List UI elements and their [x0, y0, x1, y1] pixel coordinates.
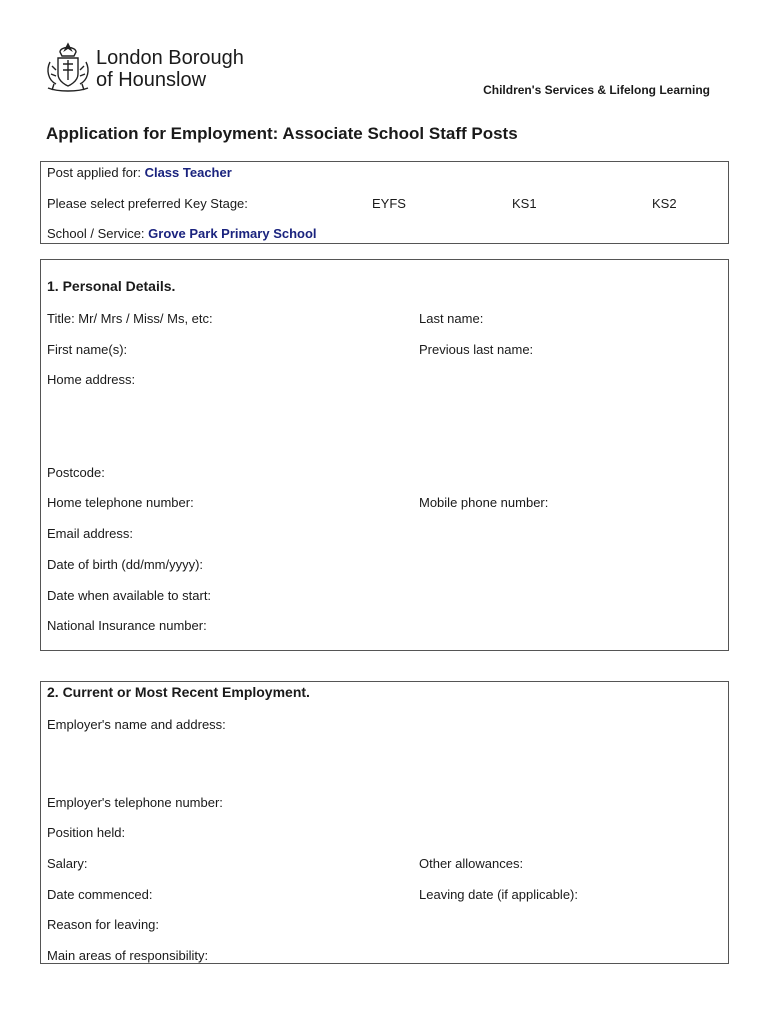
school-label: School / Service: — [47, 226, 145, 241]
employment-heading: 2. Current or Most Recent Employment. — [47, 684, 310, 700]
home-address-field-label[interactable]: Home address: — [47, 372, 136, 387]
logo-text-line1: London Borough — [96, 47, 244, 69]
post-details-box — [40, 161, 729, 244]
employer-phone-field-label[interactable]: Employer's telephone number: — [47, 795, 223, 810]
home-phone-field-label[interactable]: Home telephone number: — [47, 495, 194, 510]
ni-number-field-label[interactable]: National Insurance number: — [47, 618, 207, 633]
mobile-phone-field-label[interactable]: Mobile phone number: — [419, 495, 549, 510]
school-value[interactable]: Grove Park Primary School — [148, 226, 317, 241]
responsibility-field-label[interactable]: Main areas of responsibility: — [47, 948, 209, 963]
post-applied-value[interactable]: Class Teacher — [144, 165, 232, 180]
available-date-field-label[interactable]: Date when available to start: — [47, 588, 212, 603]
position-field-label[interactable]: Position held: — [47, 825, 126, 840]
council-logo — [44, 40, 254, 100]
page-title: Application for Employment: Associate School Staff Posts — [46, 124, 518, 143]
post-applied-label: Post applied for: — [47, 165, 141, 180]
last-name-field-label[interactable]: Last name: — [419, 311, 484, 326]
allowances-field-label[interactable]: Other allowances: — [419, 856, 524, 871]
postcode-field-label[interactable]: Postcode: — [47, 465, 105, 480]
keystage-label: Please select preferred Key Stage: — [47, 196, 248, 211]
salary-field-label[interactable]: Salary: — [47, 856, 88, 871]
dob-field-label[interactable]: Date of birth (dd/mm/yyyy): — [47, 557, 204, 572]
crest-icon — [44, 40, 92, 96]
title-field-label[interactable]: Title: Mr/ Mrs / Miss/ Ms, etc: — [47, 311, 213, 326]
commenced-field-label[interactable]: Date commenced: — [47, 887, 153, 902]
school-row — [47, 226, 317, 242]
previous-last-name-field-label[interactable]: Previous last name: — [419, 342, 534, 357]
post-applied-row — [47, 165, 232, 181]
reason-field-label[interactable]: Reason for leaving: — [47, 917, 160, 932]
first-name-field-label[interactable]: First name(s): — [47, 342, 128, 357]
personal-details-heading: 1. Personal Details. — [47, 278, 176, 294]
employer-name-field-label[interactable]: Employer's name and address: — [47, 717, 226, 732]
department-name: Children's Services & Lifelong Learning — [483, 83, 710, 97]
personal-details-box — [40, 259, 729, 651]
leaving-date-field-label[interactable]: Leaving date (if applicable): — [419, 887, 578, 902]
logo-text-line2: of Hounslow — [96, 69, 207, 91]
keystage-option-ks1[interactable]: KS1 — [512, 196, 537, 211]
email-field-label[interactable]: Email address: — [47, 526, 133, 541]
keystage-option-ks2[interactable]: KS2 — [652, 196, 677, 211]
keystage-option-eyfs[interactable]: EYFS — [372, 196, 406, 211]
employment-box — [40, 681, 729, 964]
